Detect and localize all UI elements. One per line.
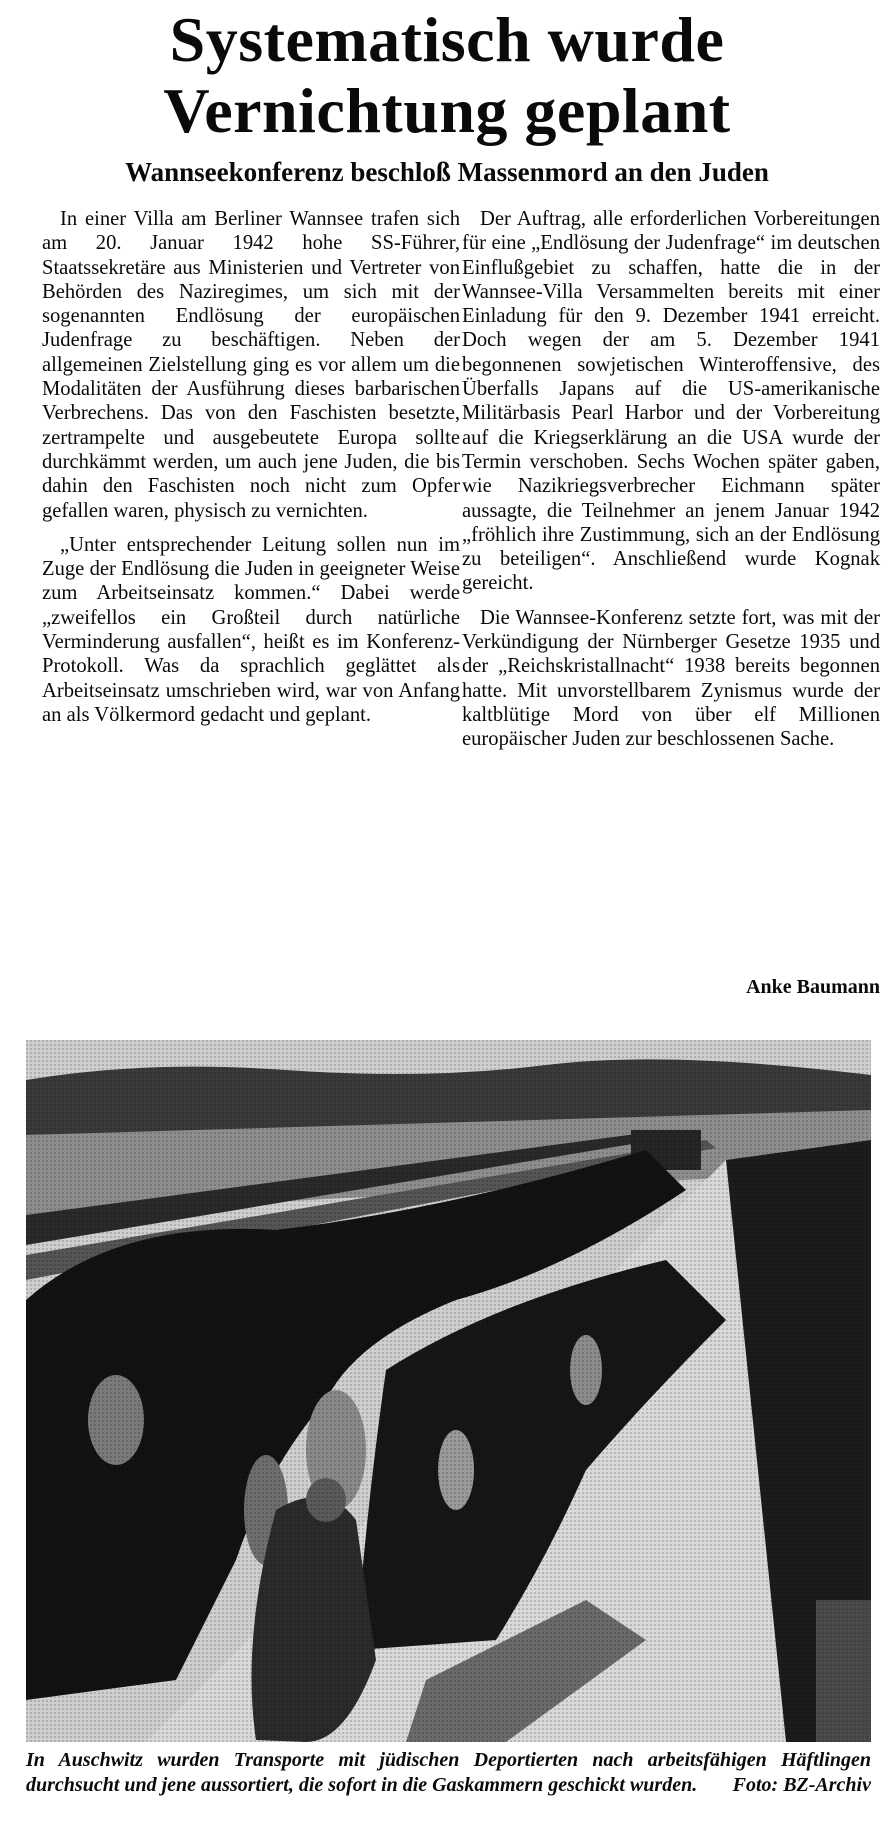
article-paragraph: Der Auftrag, alle erforderlichen Vorbereitungen für eine „Endlösung der Judenfrage“ im deutschen Einflußgebiet zu schaffen, hatte die in der Wannsee-Villa Versammelten bereits mit einer Einladung für den 9. Dezember 1941 erreicht. Doch wegen der am 5. Dezember 1941 begonnenen sowjetischen Winteroffensive, des Überfalls Japans auf die US-amerikanische Militärbasis Pearl Harbor und der Vorbereitung auf die Kriegserklärung an die USA wurde der Termin verschoben. Sechs Wochen später gaben, wie Nazikriegsverbrecher Eichmann später aussagte, die Teilnehmer an jenem Januar 1942 „fröhlich ihre Zustimmung, sich an der Endlösung zu beteiligen“. Anschließend wurde Kognak gereicht.	[462, 208, 880, 595]
headline-line-1: Systematisch wurde	[169, 4, 725, 75]
article-paragraph: Die Wannsee-Konferenz setzte fort, was mit der Verkündigung der Nürnberger Gesetze 1935 und der „Reichskristallnacht“ 1938 bereits begonnen hatte. Mit unvorstellbarem Zynismus wurde der kaltblütige Mord von über elf Millionen europäischer Juden zur beschlossenen Sache.	[462, 606, 880, 751]
photo-rendering	[26, 1040, 871, 1742]
photo-credit: Foto: BZ-Archiv	[732, 1774, 871, 1796]
deportation-photo	[26, 1040, 871, 1742]
subheadline: Wannseekonferenz beschloß Massenmord an den Juden	[125, 157, 769, 187]
article-paragraph: „Unter entsprechender Leitung sollen nun im Zuge der Endlösung die Juden in geeigneter Weise zum Arbeitseinsatz kommen.“ Dabei werde „zweifellos ein Großteil durch natürliche Verminderung ausfallen“, heißt es im Konferenz-Protokoll. Was da sprachlich geglättet als Arbeitseinsatz umschrieben wird, war von Anfang an als Völkermord gedacht und geplant.	[42, 533, 460, 726]
article-paragraph: In einer Villa am Berliner Wannsee trafen sich am 20. Januar 1942 hohe SS-Führer, Staatssekretäre aus Ministerien und Vertreter von Behörden des Naziregimes, um sich mit der sogenannten Endlösung der europäischen Judenfrage zu beschäftigen. Neben der allgemeinen Zielstellung ging es vor allem um die Modalitäten der Ausführung dieses barbarischen Verbrechens. Das von den Faschisten besetzte, zertrampelte und ausgebeutete Europa sollte durchkämmt werden, um auch jene Juden, die bis dahin den Faschisten noch nicht zum Opfer gefallen waren, physisch zu vernichten.	[42, 208, 460, 522]
headline-line-2: Vernichtung geplant	[163, 75, 731, 146]
caption-text: In Auschwitz wurden Transporte mit jüdischen Deportierten nach arbeitsfähigen Häftlingen durchsucht und jene aussortiert, die sofort in die Gaskammern geschickt wurden.	[26, 1749, 871, 1796]
article-column-left	[42, 207, 460, 727]
author-byline: Anke Baumann	[746, 976, 880, 998]
photo-caption	[26, 1748, 871, 1798]
article-column-right	[462, 207, 880, 752]
headline	[0, 4, 894, 146]
